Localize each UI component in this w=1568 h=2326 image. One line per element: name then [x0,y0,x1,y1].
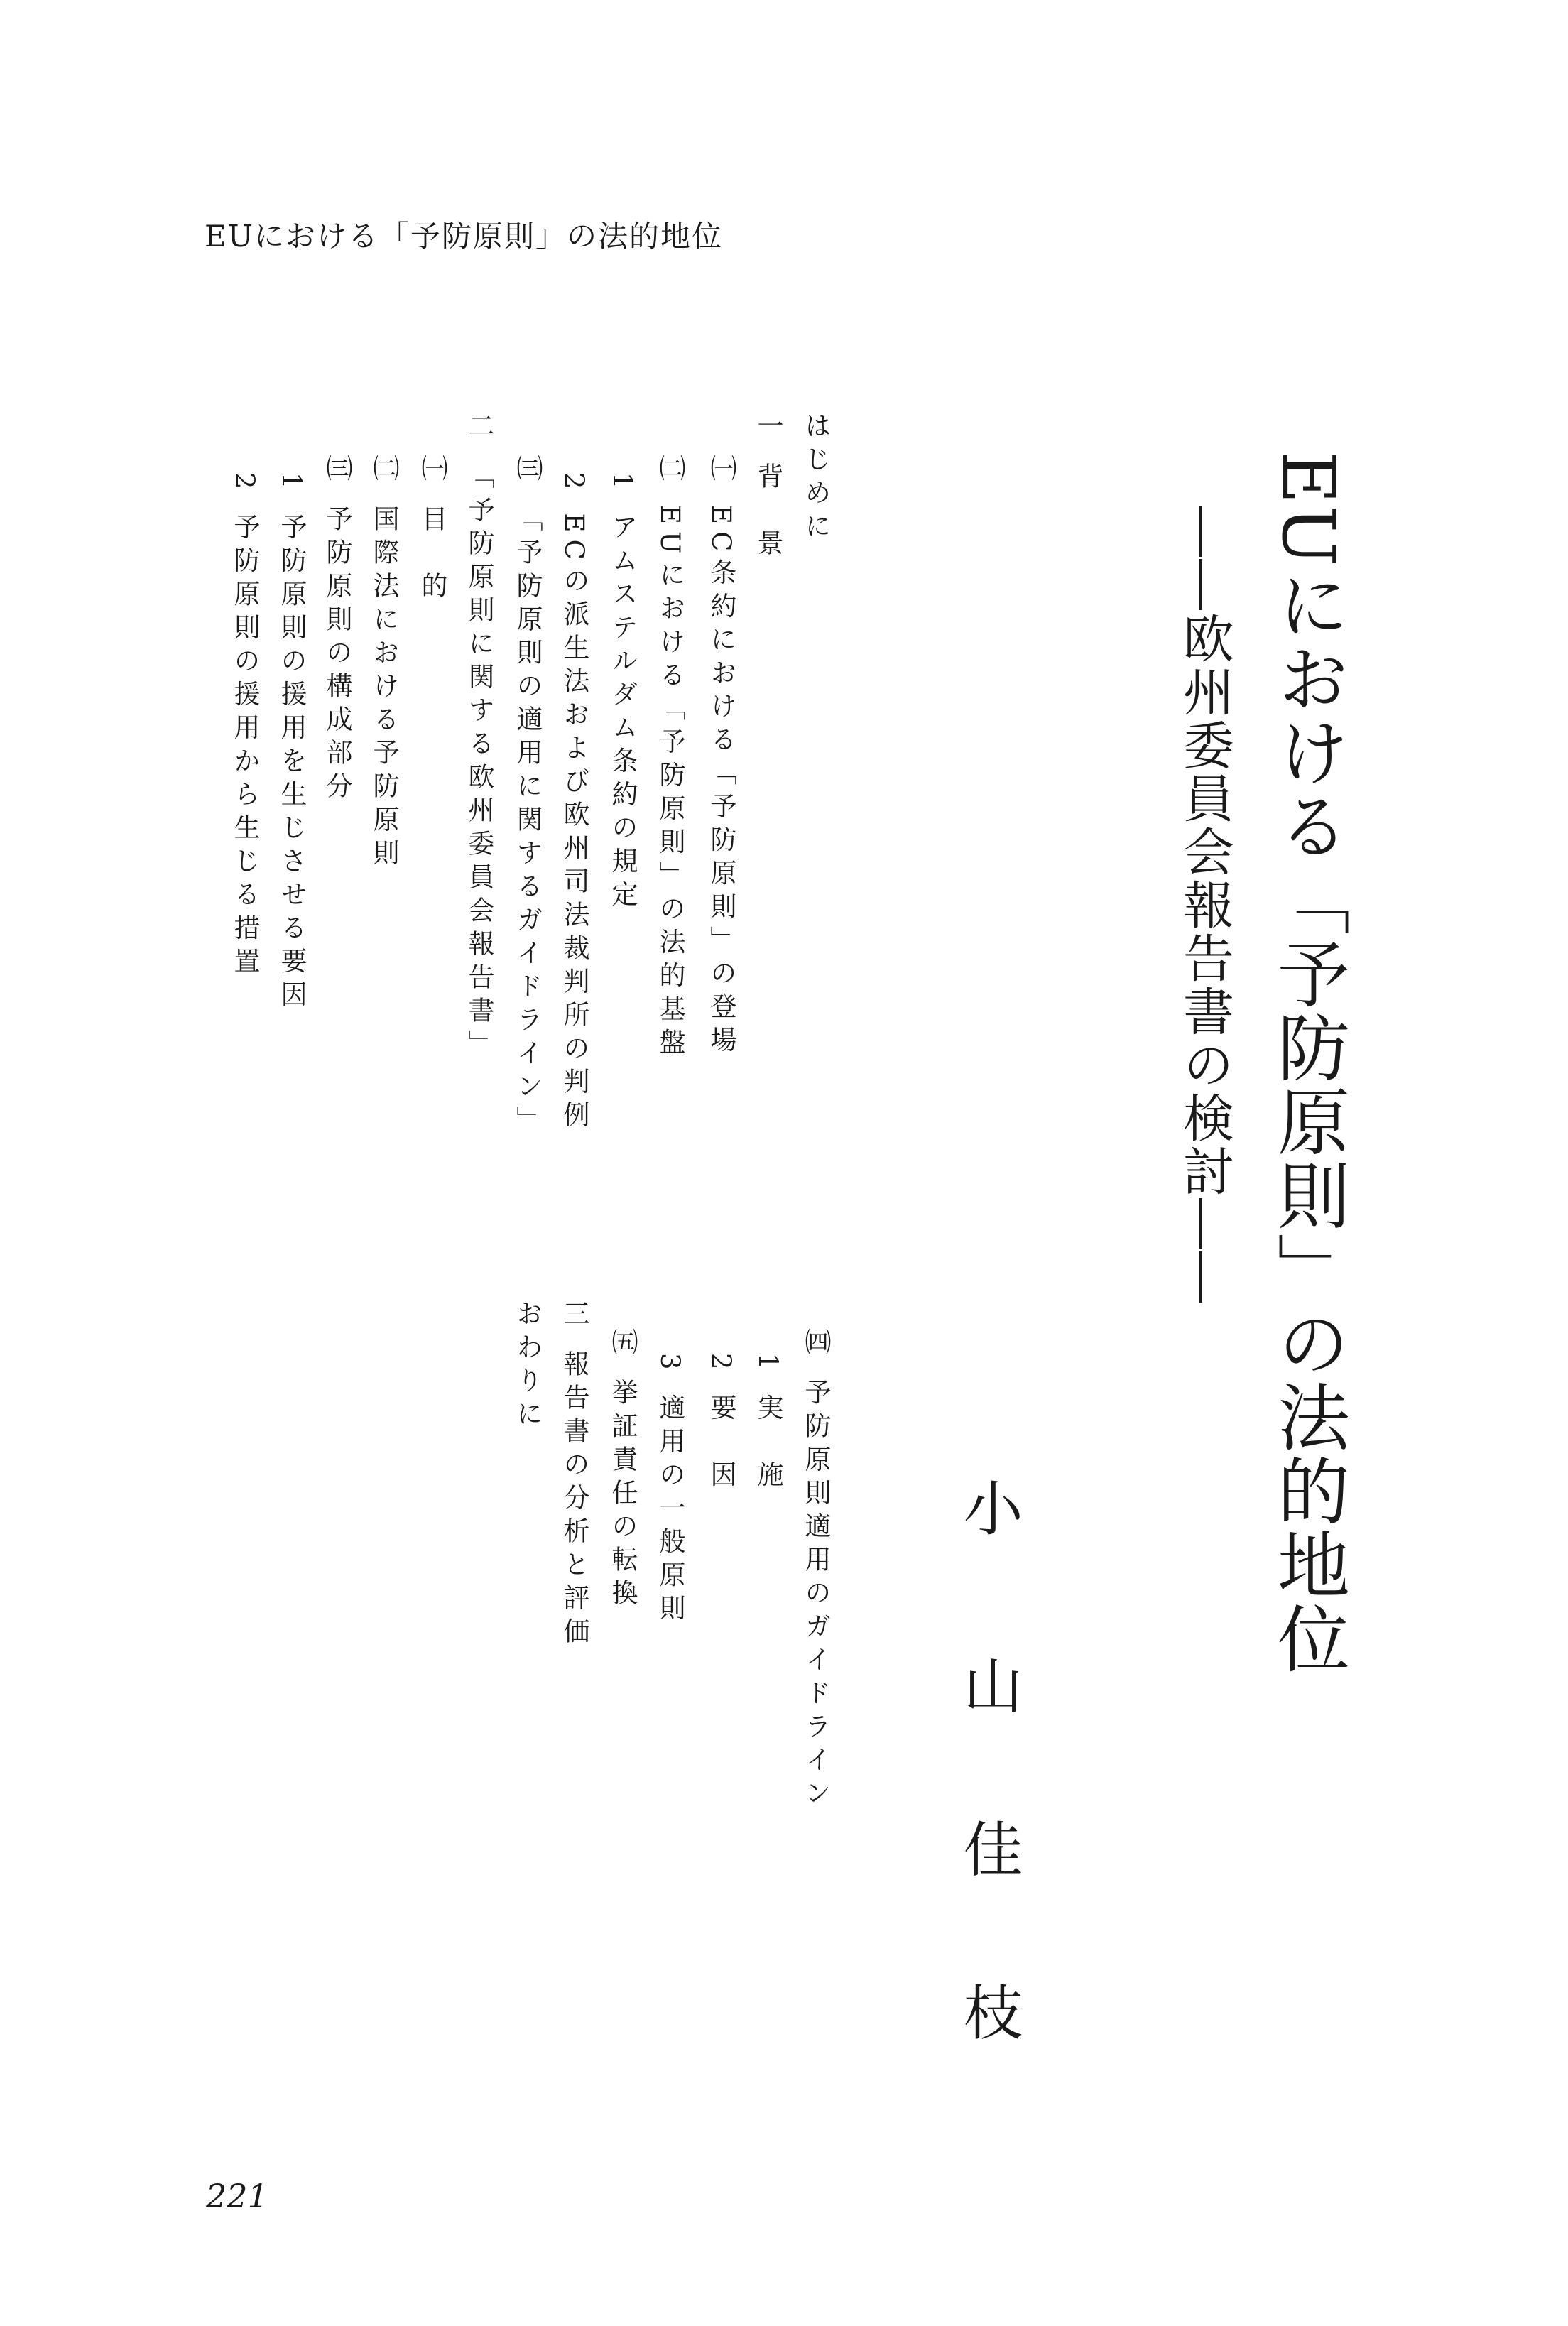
toc-item-2-4 [802,1328,829,1813]
toc-item-2-4-2 [708,1353,734,1494]
toc-num: 2 [706,1353,736,1377]
toc-num: ㈢ [512,455,543,488]
page-number: 221 [206,2177,268,2215]
toc-label: 適用の一般原則 [655,1393,685,1628]
toc-label: 報告書の分析と評価 [559,1350,589,1651]
toc-label: 「予防原則の適用に関するガイドライン」 [512,505,543,1139]
toc-item-2-2 [371,455,397,872]
toc-item-1-2-1 [609,472,636,914]
toc-num: 2 [229,472,260,496]
toc-item-1-2 [657,455,683,1061]
toc-num: ㈢ [322,455,352,488]
toc-item-2-4-1 [755,1353,781,1494]
article-subtitle: ――欧州委員会報告書の検討―― [1175,506,1234,1305]
toc-item-2-3-1 [278,472,305,1014]
toc-num: 1 [607,472,638,496]
toc-label: 「予防原則に関する欧州委員会報告書」 [464,462,494,1063]
toc-outro: おわりに [512,1300,543,1433]
article-title: EUにおける「予防原則」の法的地位 [1265,451,1350,1676]
toc-label: アムステルダム条約の規定 [607,513,638,914]
toc-label: EC条約における「予防原則」の登場 [706,505,736,1060]
author-char-1: 小 [954,1477,1023,1537]
author-char-3: 佳 [954,1818,1023,1878]
toc-label: 挙証責任の転換 [607,1379,638,1612]
toc-item-1-3 [512,455,543,1139]
toc-label: 目 的 [417,505,447,605]
toc-num: 1 [753,1353,783,1377]
toc-item-2-3-2 [229,472,260,981]
toc-num: ㈠ [417,455,447,488]
toc-label: 予防原則適用のガイドライン [800,1379,831,1813]
toc-section-2 [466,412,492,1063]
toc-intro: はじめに [800,412,831,545]
toc-num: 3 [655,1353,685,1377]
toc-num: ㈠ [706,455,736,488]
toc-num: 1 [276,472,307,496]
toc-label: 実 施 [753,1393,783,1494]
toc-section-1 [755,412,781,563]
author-char-2: 山 [954,1655,1023,1714]
toc-num: ㈤ [607,1328,638,1362]
toc-num: ㈣ [800,1328,831,1362]
toc-num: ㈡ [655,455,685,488]
toc-item-1-1 [708,455,734,1059]
toc-item-1-2-2 [561,472,587,1134]
running-header: EUにおける「予防原則」の法的地位 [205,219,724,254]
author-char-4: 枝 [954,1982,1023,2041]
toc-label: ECの派生法および欧州司法裁判所の判例 [559,513,589,1134]
toc-num: 三 [559,1300,589,1333]
toc-item-2-3 [324,455,350,805]
toc-label: 予防原則の援用を生じさせる要因 [276,513,307,1014]
toc-item-2-1 [419,455,445,605]
toc-label: 予防原則の援用から生じる措置 [229,513,260,981]
toc-item-2-5 [609,1328,636,1612]
toc-num: 二 [464,412,494,445]
toc-label: EUにおける「予防原則」の法的基盤 [655,505,685,1062]
toc-label: 背 景 [753,462,783,563]
toc-num: ㈡ [369,455,399,488]
toc-label: 要 因 [706,1393,736,1494]
toc-section-3 [561,1300,587,1651]
toc-item-2-4-3 [657,1353,683,1628]
toc-num: 一 [753,412,783,445]
toc-label: 国際法における予防原則 [369,505,399,872]
toc-num: 2 [559,472,589,496]
toc-label: 予防原則の構成部分 [322,505,352,805]
